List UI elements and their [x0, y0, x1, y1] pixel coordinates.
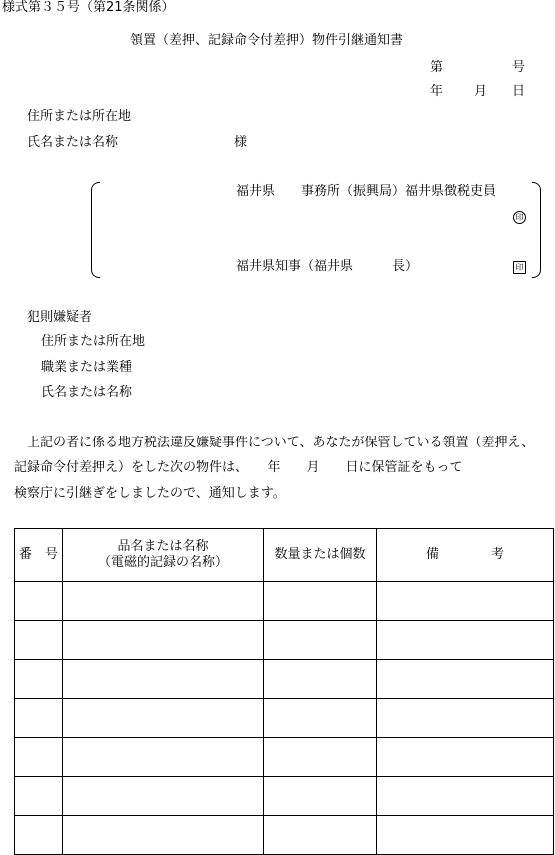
- form-number: 様式第３５号（第21条関係）: [2, 0, 175, 15]
- doc-number-prefix: 第: [430, 60, 444, 75]
- addressee-address-label: 住所または所在地: [27, 109, 132, 124]
- table-cell: [377, 660, 554, 699]
- doc-number-suffix: 号: [512, 60, 526, 75]
- suspect-occupation-label: 職業または業種: [41, 360, 133, 375]
- items-table: [14, 528, 554, 855]
- table-cell: [377, 738, 554, 777]
- table-cell: [377, 816, 554, 855]
- table-cell: [15, 660, 63, 699]
- table-cell: [15, 621, 63, 660]
- table-row: [15, 621, 554, 660]
- header-item-name: [63, 529, 264, 582]
- table-cell: [15, 777, 63, 816]
- table-row: [15, 816, 554, 855]
- governor-seal-icon: 印: [513, 261, 526, 274]
- header-remarks: 備 考: [377, 529, 554, 582]
- body-text-line-1: 上記の者に係る地方税法違反嫌疑事件について、あなたが保管している領置（差押え、: [27, 436, 535, 449]
- table-cell: [377, 699, 554, 738]
- table-cell: [264, 816, 377, 855]
- header-item-name-line-1: 品名または名称: [117, 538, 209, 554]
- table-header-row: [15, 529, 554, 582]
- honorific: 様: [234, 135, 248, 150]
- body-text-line-3: 検察庁に引継ぎをしましたので、通知します。: [14, 486, 286, 501]
- table-cell: [377, 777, 554, 816]
- table-cell: [264, 621, 377, 660]
- table-cell: [264, 582, 377, 621]
- issuer-official-line: 福井県 事務所（振興局）福井県徴税吏員: [236, 184, 497, 199]
- suspect-heading: 犯則嫌疑者: [27, 310, 93, 325]
- table-cell: [63, 816, 264, 855]
- table-cell: [15, 582, 63, 621]
- table-cell: [63, 621, 264, 660]
- table-row: [15, 582, 554, 621]
- header-item-name-line-2: （電磁的記録の名称）: [97, 555, 228, 570]
- issuer-bracket-right: [532, 182, 541, 278]
- suspect-address-label: 住所または所在地: [41, 334, 146, 349]
- table-cell: [15, 699, 63, 738]
- header-quantity: 数量または個数: [264, 529, 377, 582]
- date-day: 日: [512, 84, 526, 99]
- table-cell: [264, 738, 377, 777]
- table-cell: [264, 777, 377, 816]
- table-row: [15, 777, 554, 816]
- table-cell: [63, 582, 264, 621]
- table-cell: [63, 699, 264, 738]
- body-text-line-2: 記録命令付差押え）をした次の物件は、 年 月 日に保管証をもって: [14, 460, 463, 475]
- table-cell: [377, 621, 554, 660]
- table-row: [15, 699, 554, 738]
- suspect-name-label: 氏名または名称: [41, 385, 133, 400]
- table-cell: [377, 582, 554, 621]
- table-cell: [63, 777, 264, 816]
- header-number: 番 号: [15, 529, 63, 582]
- official-seal-icon: 印: [513, 211, 526, 224]
- issuer-governor-line: 福井県知事（福井県 長）: [236, 259, 419, 274]
- issuer-bracket-left: [91, 182, 100, 278]
- table-row: [15, 660, 554, 699]
- document-title: 領置（差押、記録命令付差押）物件引継通知書: [130, 33, 404, 48]
- addressee-name-label: 氏名または名称: [27, 135, 119, 150]
- table-cell: [15, 738, 63, 777]
- table-cell: [63, 738, 264, 777]
- date-year: 年: [430, 84, 444, 99]
- table-row: [15, 738, 554, 777]
- table-cell: [15, 816, 63, 855]
- table-cell: [63, 660, 264, 699]
- date-month: 月: [474, 84, 488, 99]
- table-cell: [264, 699, 377, 738]
- table-cell: [264, 660, 377, 699]
